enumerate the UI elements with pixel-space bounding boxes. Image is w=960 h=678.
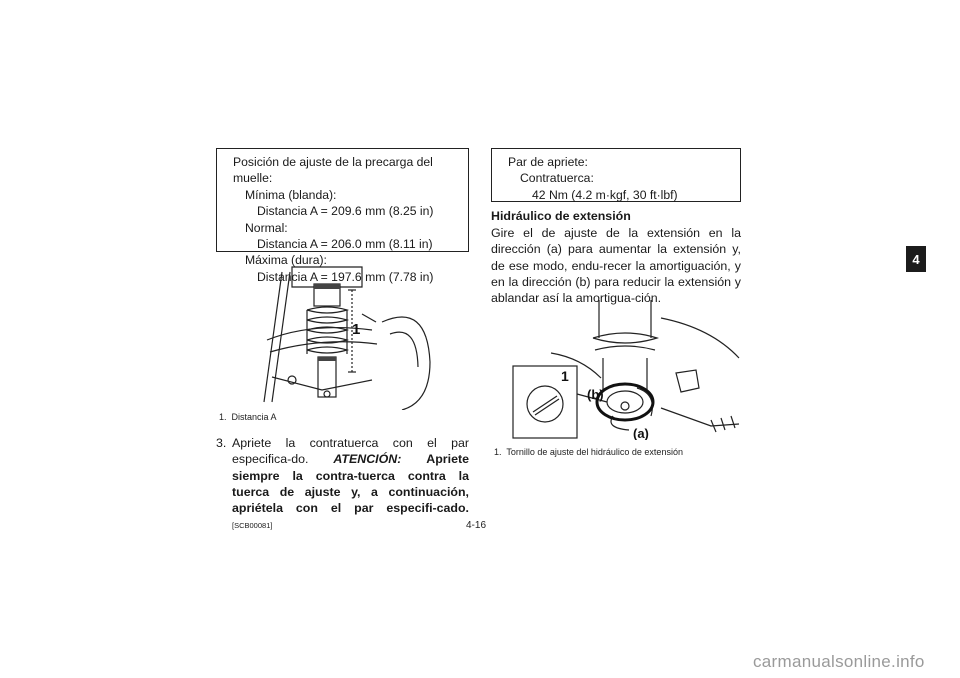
torque-title: Par de apriete:	[508, 155, 588, 169]
figure1-callout: 1	[352, 321, 361, 338]
spring-preload-spec-box	[216, 148, 469, 284]
direction-b-label: (b)	[587, 387, 604, 402]
shock-spring-illustration	[252, 262, 432, 410]
figure2-callout: 1	[561, 368, 569, 384]
spec-min-value: Distancia A = 209.6 mm (8.25 in)	[257, 204, 434, 219]
spec-std-label: Normal:	[245, 220, 288, 235]
warning-code: [SCB00081]	[232, 521, 273, 531]
torque-spec-box	[491, 148, 741, 202]
spec-max-value: Distancia A = 197.6 mm (7.78 in)	[257, 269, 434, 284]
figure2-caption: 1. Tornillo de ajuste del hidráulico de extensión	[494, 447, 683, 457]
attention-text: Apriete siempre la contra-tuerca contra la tuerca de ajuste y, a continuación, apriételа con el par especifi-cado.	[232, 452, 469, 516]
attention-label: ATENCIÓN:	[333, 452, 402, 467]
spec-min-label: Mínima (blanda):	[245, 187, 337, 202]
step-3	[216, 435, 469, 535]
rebound-adjuster-illustration	[511, 298, 741, 440]
direction-a-label: (a)	[633, 426, 649, 440]
spec-max-label: Máxima (dura):	[245, 253, 327, 268]
spec-std-value: Distancia A = 206.0 mm (8.11 in)	[257, 237, 433, 252]
figure-rebound-adjuster	[511, 298, 741, 440]
spec-title: Posición de ajuste de la precarga del muelle:	[233, 155, 433, 186]
figure1-caption: 1. Distancia A	[219, 412, 277, 422]
section-heading: Hidráulico de extensión	[491, 209, 631, 223]
section-body: Gire el de ajuste de la extensión en la dirección (a) para aumentar la extensión y, de ese modo, endu-recer la amortiguación, y en la dirección (b) para reducir la extensión y ablandar así la amortigua-ción.	[491, 226, 741, 306]
footer-url[interactable]: carmanualsonline.info	[753, 652, 925, 671]
torque-label: Contratuerca:	[520, 171, 594, 186]
torque-value: 42 Nm (4.2 m·kgf, 30 ft·lbf)	[532, 187, 678, 202]
figure-shock-spring	[252, 262, 432, 410]
chapter-tab: 4	[906, 246, 926, 272]
step-text: Apriete la contratuerca con el par especifica-do.	[232, 436, 469, 467]
step-number: 3.	[216, 436, 227, 450]
page-number: 4-16	[466, 520, 487, 531]
